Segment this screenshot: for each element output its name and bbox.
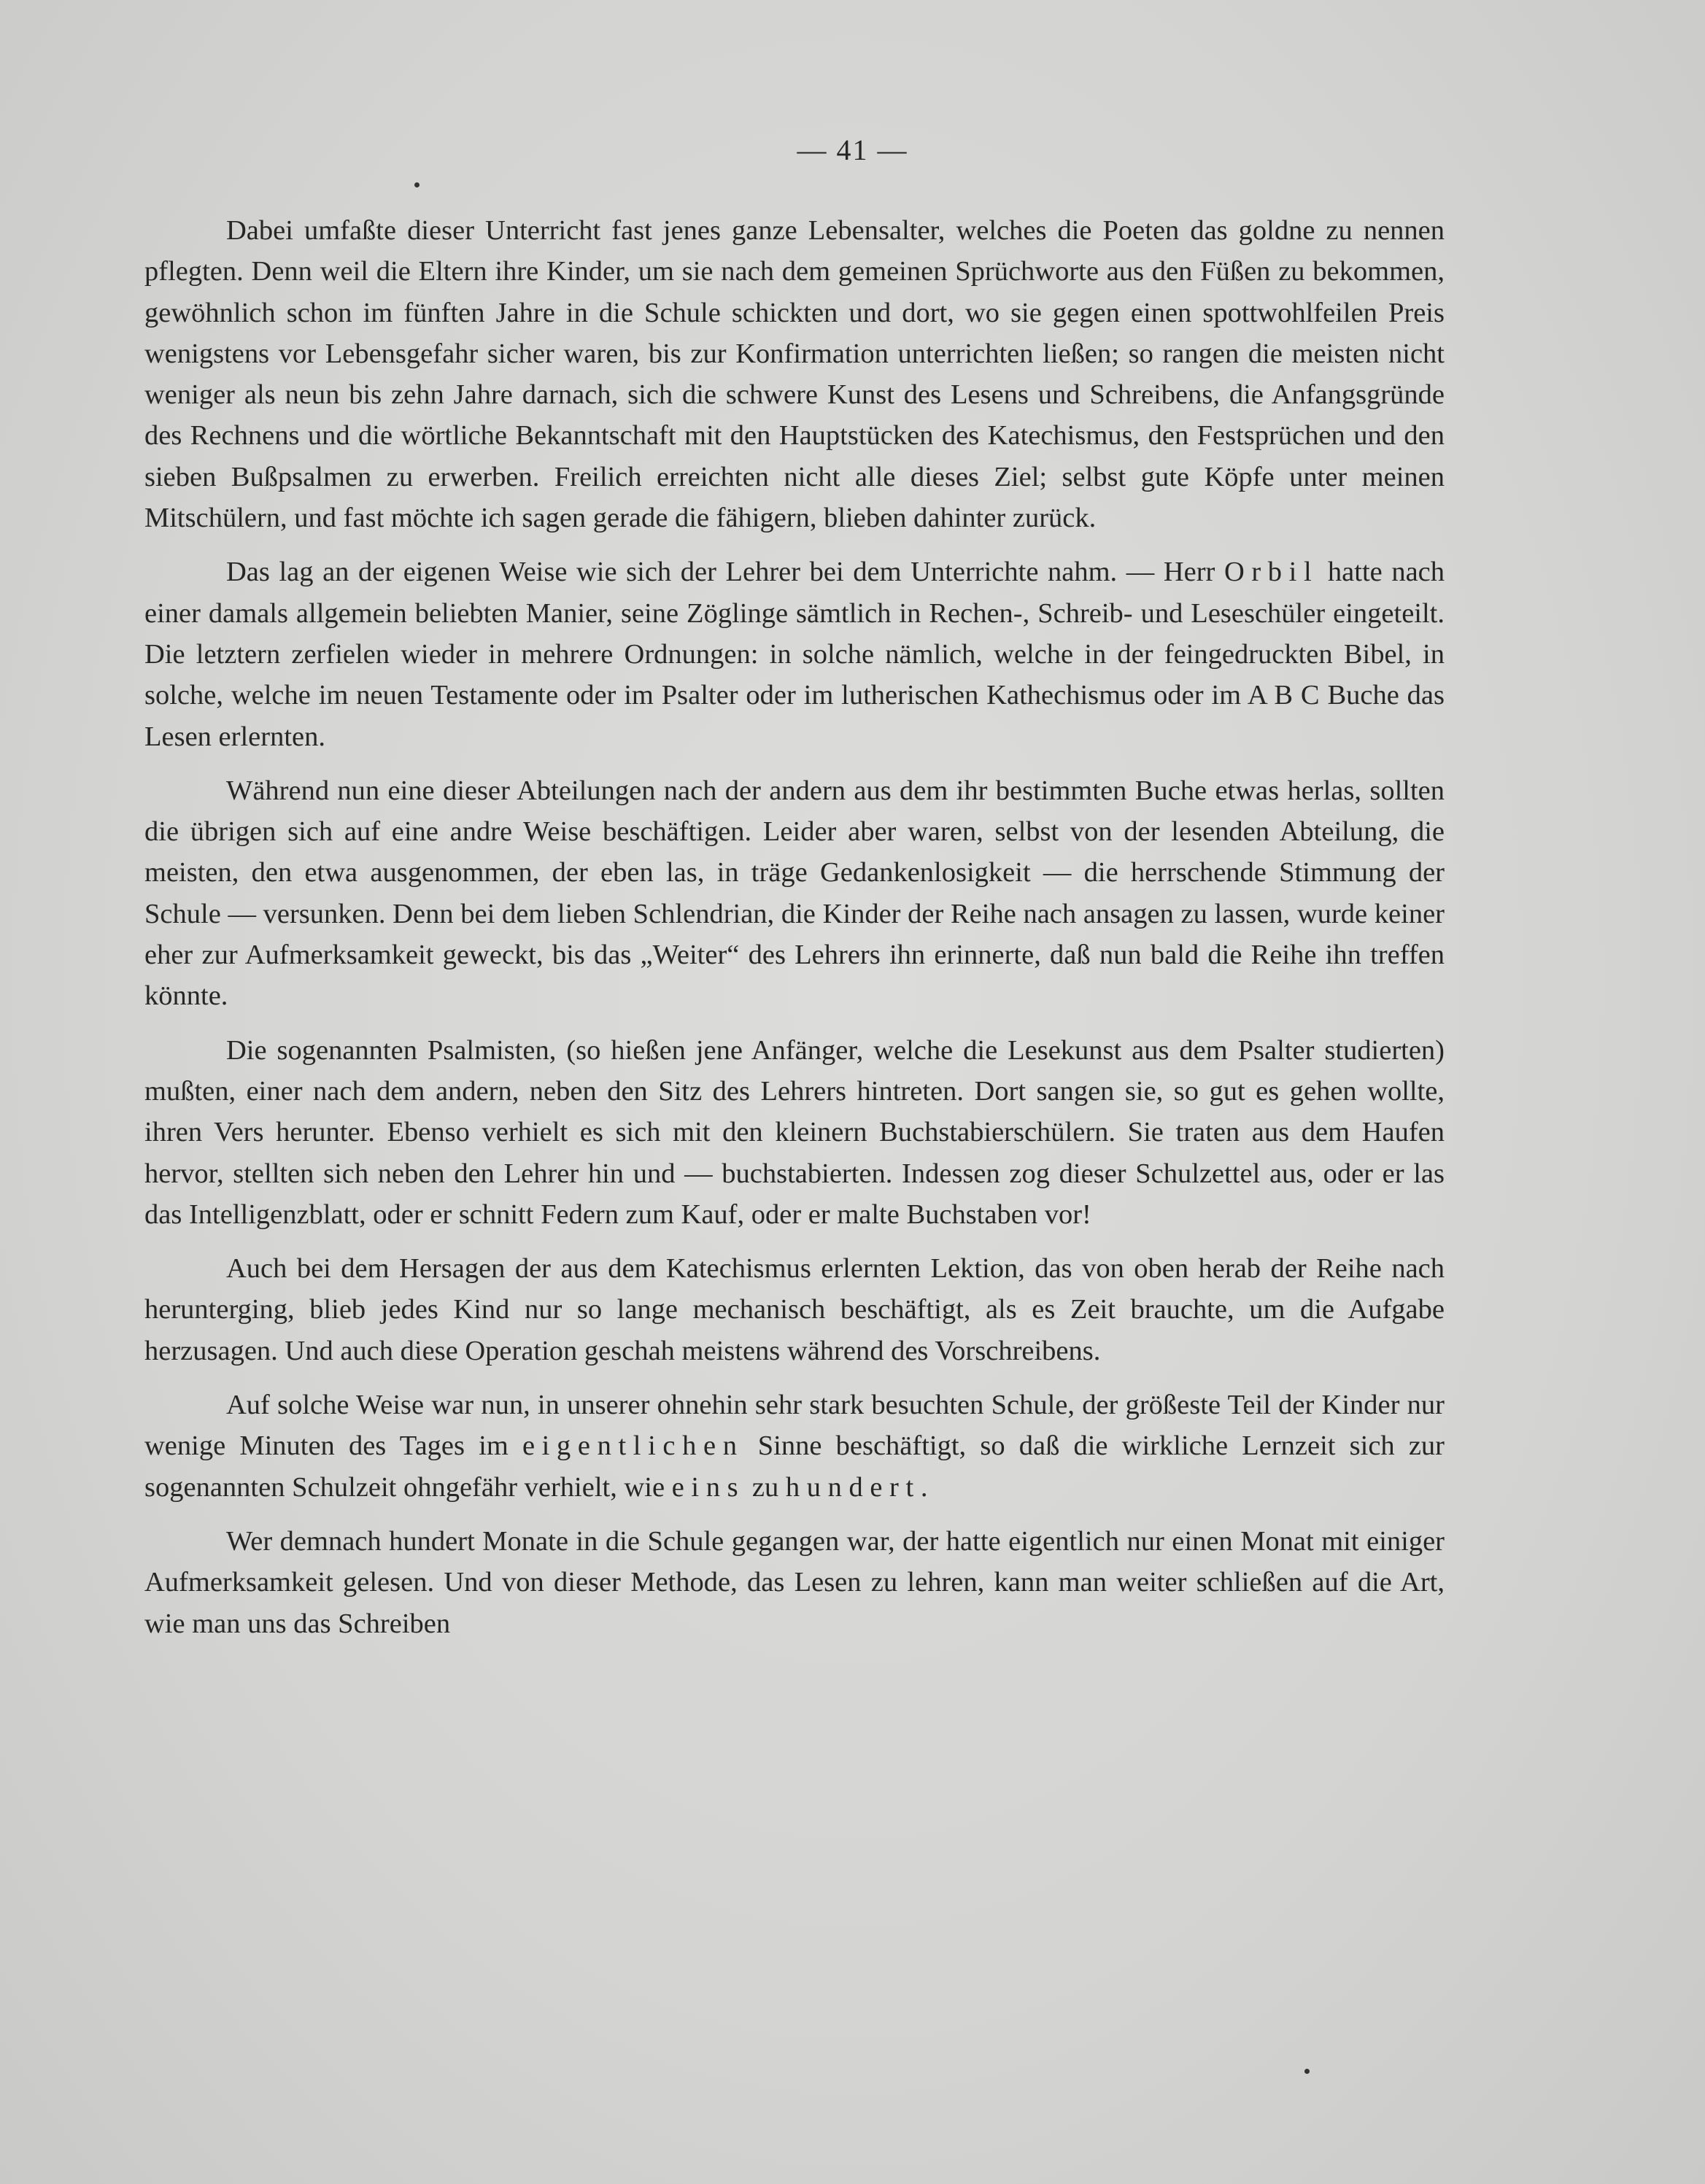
paragraph-6-part-4: . <box>920 1471 928 1503</box>
paragraph-6 <box>144 1385 1445 1508</box>
paragraph-2-part-2: hatte nach einer damals allgemein beliebten Manier, seine Zöglinge sämtlich in Rechen-, Schreib- und Leseschüler eingeteilt. Die letztern zerfielen wieder in mehrere Ordnungen: in solche nämlich, welche in der feingedruckten Bibel, in solche, welche im neuen Testamente oder im Psalter oder im lutherischen Kathechismus oder im A B C Buche das Lesen erlernten. <box>144 557 1445 752</box>
name-orbil: Orbil <box>1223 557 1319 588</box>
paragraph-7: Wer demnach hundert Monate in die Schule gegangen war, der hatte eigentlich nur einen Monat mit einiger Aufmerksamkeit gelesen. Und von dieser Methode, das Lesen zu lehren, kann man weiter schließen auf die Art, wie man uns das Schreiben <box>144 1525 1445 1639</box>
paragraph-2 <box>144 551 1445 756</box>
paragraph-2-part-1: Das lag an der eigenen Weise wie sich der Lehrer bei dem Unterrichte nahm. — Herr <box>226 557 1224 588</box>
paragraph-4: Die sogenannten Psalmisten, (so hießen jene Anfänger, welche die Lesekunst aus dem Psalter studierten) mußten, einer nach dem andern, neben den Sitz des Lehrers hintreten. Dort sangen sie, so gut es gehen wollte, ihren Vers herunter. Ebenso verhielt es sich mit den kleinern Buchstabierschülern. Sie traten aus dem Haufen hervor, stellten sich neben den Lehrer hin und — buchstabierten. Indessen zog dieser Schulzettel aus, oder er las das Intelligenzblatt, oder er schnitt Federn zum Kauf, oder er malte Buchstaben vor! <box>144 1034 1445 1230</box>
paragraph-6-part-2: Sinne beschäftigt, so daß die wirkliche Lernzeit sich zur sogenannten Schulzeit ohngefähr verhielt, wie <box>144 1430 1445 1503</box>
print-speck <box>414 182 420 187</box>
body-text <box>144 210 1445 1644</box>
emphasis-eigentlichen: eigentlichen <box>522 1430 744 1462</box>
emphasis-hundert: hundert <box>785 1471 921 1503</box>
print-speck <box>1304 2069 1310 2074</box>
page-number: — 41 — <box>797 133 908 166</box>
emphasis-eins: eins <box>671 1471 746 1503</box>
paragraph-6-part-1: Auf solche Weise war nun, in unserer ohnehin sehr stark besuchten Schule, der größeste Teil der Kinder nur wenige Minuten des Tages im <box>144 1390 1445 1462</box>
paragraph-6-part-3: zu <box>745 1471 786 1503</box>
paragraph-1: Dabei umfaßte dieser Unterricht fast jenes ganze Lebensalter, welches die Poeten das goldne zu nennen pflegten. Denn weil die Eltern ihre Kinder, um sie nach dem gemeinen Sprüchworte aus den Füßen zu bekommen, gewöhnlich schon im fünften Jahre in die Schule schickten und dort, wo sie gegen einen spottwohlfeilen Preis wenigstens vor Lebensgefahr sicher waren, bis zur Konfirmation unterrichten ließen; so rangen die meisten nicht weniger als neun bis zehn Jahre darnach, sich die schwere Kunst des Lesens und Schreibens, die Anfangsgründe des Rechnens und die wörtliche Bekanntschaft mit den Hauptstücken des Katechismus, den Festsprüchen und den sieben Bußpsalmen zu erwerben. Freilich erreichten nicht alle dieses Ziel; selbst gute Köpfe unter meinen Mitschülern, und fast möchte ich sagen gerade die fähigern, blieben dahinter zurück. <box>144 215 1445 534</box>
paragraph-5: Auch bei dem Hersagen der aus dem Katechismus erlernten Lektion, das von oben herab der Reihe nach herunterging, blieb jedes Kind nur so lange mechanisch beschäftigt, als es Zeit brauchte, um die Aufgabe herzusagen. Und auch diese Operation geschah meistens während des Vorschreibens. <box>144 1253 1445 1366</box>
paragraph-3: Während nun eine dieser Abteilungen nach der andern aus dem ihr bestimmten Buche etwas herlas, sollten die übrigen sich auf eine andre Weise beschäftigen. Leider aber waren, selbst von der lesenden Abteilung, die meisten, den etwa ausgenommen, der eben las, in träge Gedankenlosigkeit — die herrschende Stimmung der Schule — versunken. Denn bei dem lieben Schlendrian, die Kinder der Reihe nach ansagen zu lassen, wurde keiner eher zur Aufmerksamkeit geweckt, bis das „Weiter“ des Lehrers ihn erinnerte, daß nun bald die Reihe ihn treffen könnte. <box>144 775 1445 1012</box>
